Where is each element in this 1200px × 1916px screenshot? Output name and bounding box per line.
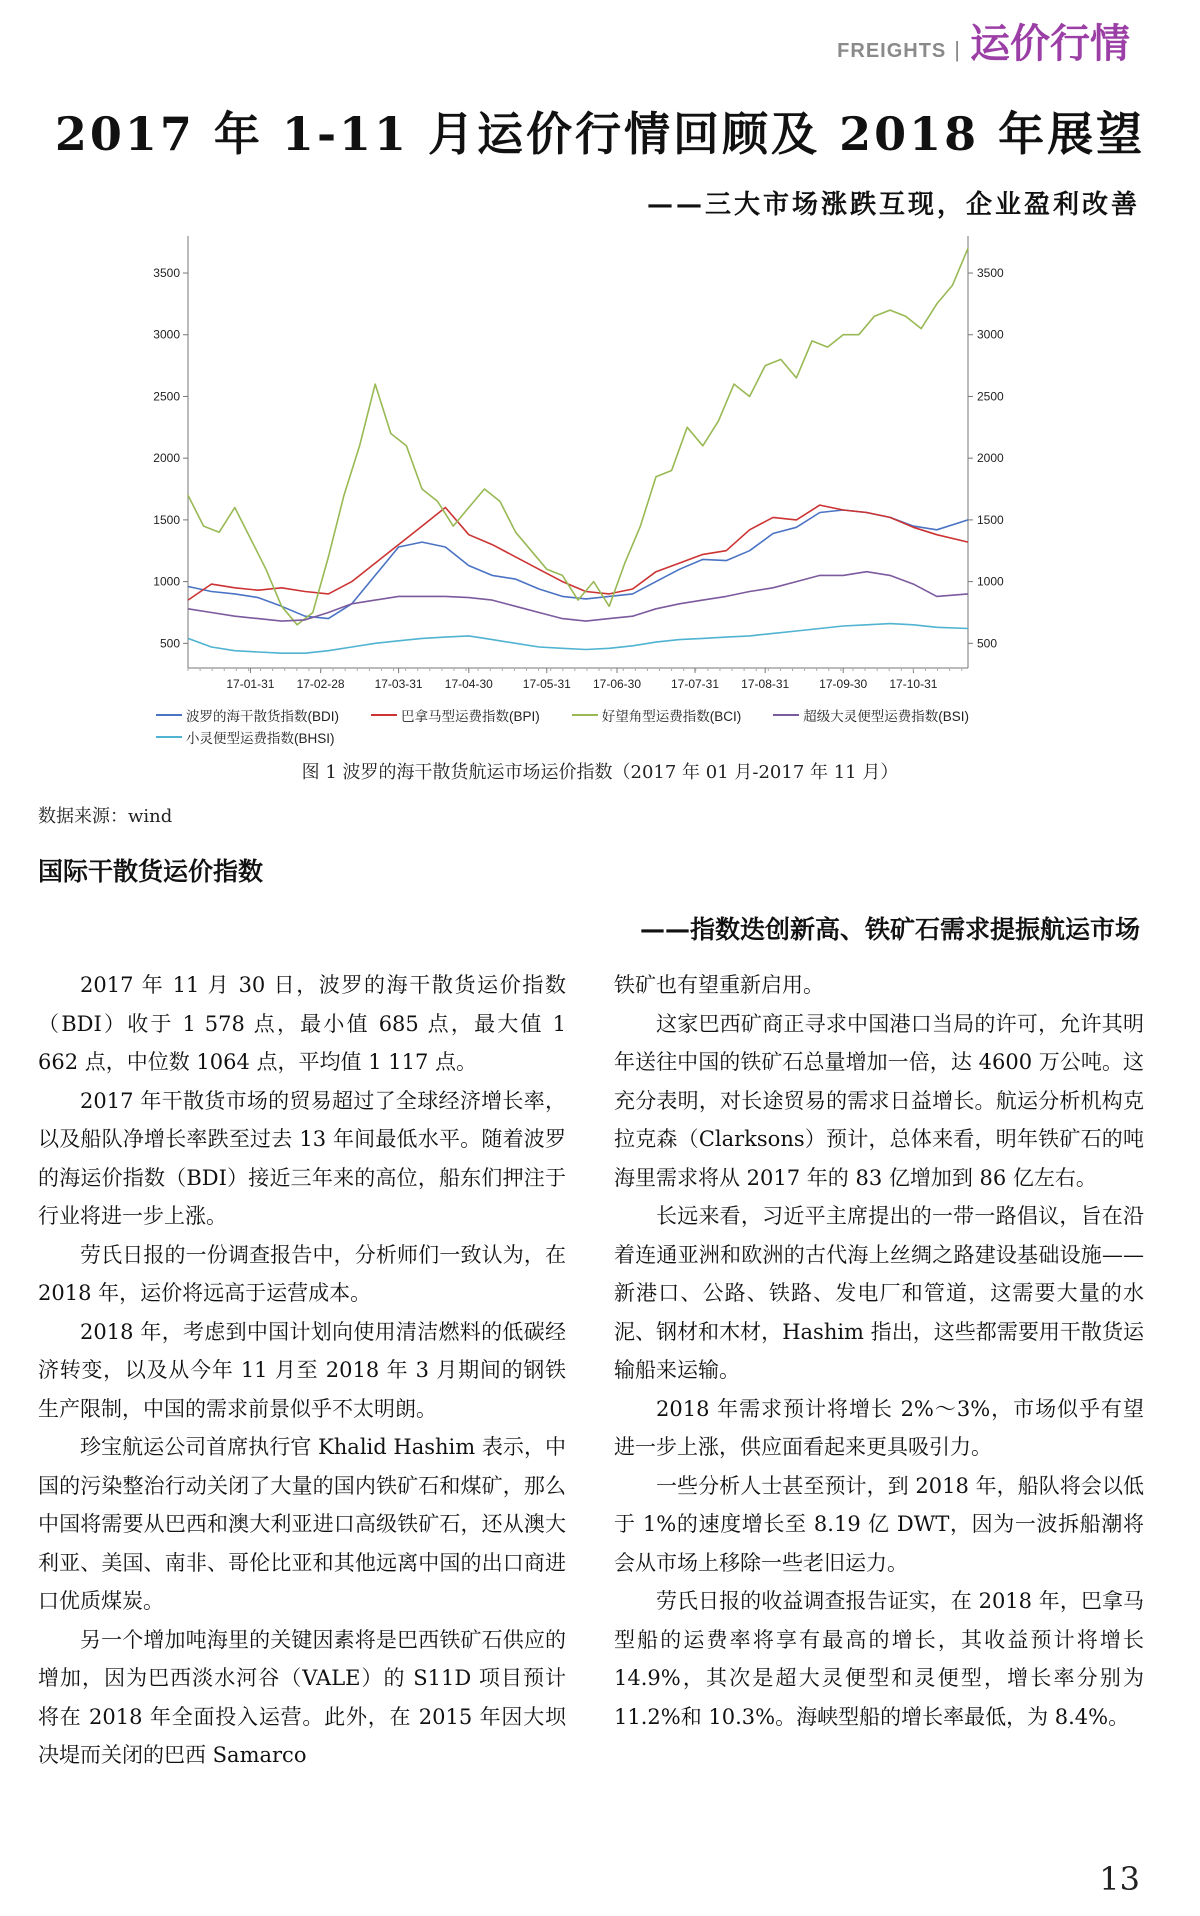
series-line-bdi — [188, 510, 968, 619]
y-tick-label-right: 500 — [977, 636, 998, 651]
legend-row — [156, 726, 1036, 748]
y-tick-label-right: 3000 — [977, 327, 1004, 342]
data-source: 数据来源：wind — [38, 806, 173, 827]
x-tick-label: 17-04-30 — [444, 677, 493, 691]
legend-swatch-icon — [371, 714, 397, 716]
legend-swatch-icon — [156, 714, 182, 716]
legend-swatch-icon — [156, 736, 182, 738]
paragraph: 一些分析人士甚至预计，到 2018 年，船队将会以低于 1%的速度增长至 8.19 亿 DWT，因为一波拆船潮将会从市场上移除一些老旧运力。 — [614, 1473, 1144, 1575]
x-tick-label: 17-02-28 — [296, 677, 345, 691]
right-column — [614, 966, 1144, 1736]
legend-label: 小灵便型运费指数(BHSI) — [186, 731, 335, 746]
article-subtitle: ——三大市场涨跌互现，企业盈利改善 — [646, 190, 1140, 220]
header-tag — [837, 12, 1130, 69]
legend-row — [156, 704, 1036, 726]
x-tick-label: 17-10-31 — [889, 677, 938, 691]
header-separator: | — [954, 37, 960, 62]
y-tick-label-right: 1000 — [977, 574, 1004, 589]
header-tag-en: FREIGHTS — [837, 40, 947, 62]
y-tick-label-right: 2500 — [977, 389, 1004, 404]
paragraph: 2018 年，考虑到中国计划向使用清洁燃料的低碳经济转变，以及从今年 11 月至 2018 年 3 月期间的钢铁生产限制，中国的需求前景似乎不太明朗。 — [38, 1319, 566, 1421]
series-line-bhsi — [188, 624, 968, 654]
bdi-line-chart — [140, 236, 1020, 746]
x-tick-label: 17-07-31 — [670, 677, 720, 691]
paragraph: 劳氏日报的收益调查报告证实，在 2018 年，巴拿马型船的运费率将享有最高的增长，其收益预计将增长 14.9%，其次是超大灵便型和灵便型，增长率分别为 11.2%和 10.3%。海峡型船的增长率最低，为 8.4%。 — [614, 1589, 1144, 1729]
section-subtitle: ——指数迭创新高、铁矿石需求提振航运市场 — [639, 915, 1140, 944]
y-tick-label-left: 3500 — [153, 266, 180, 281]
legend-label: 巴拿马型运费指数(BPI) — [401, 709, 540, 724]
paragraph: 另一个增加吨海里的关键因素将是巴西铁矿石供应的增加，因为巴西淡水河谷（VALE）的 S11D 项目预计将在 2018 年全面投入运营。此外，在 2015 年因大坝决堤而关闭的巴西 Samarco — [38, 1627, 566, 1767]
series-line-bpi — [188, 505, 968, 600]
header-tag-cn: 运价行情 — [970, 21, 1130, 67]
x-tick-label: 17-03-31 — [374, 677, 423, 691]
legend-item — [156, 727, 335, 747]
section-title: 国际干散货运价指数 — [38, 857, 264, 886]
legend-item — [572, 705, 742, 725]
y-tick-label-left: 500 — [159, 636, 180, 651]
x-tick-label: 17-08-31 — [741, 677, 790, 691]
y-tick-label-left: 1000 — [153, 574, 180, 589]
x-tick-label: 17-05-31 — [522, 677, 571, 691]
paragraph: 这家巴西矿商正寻求中国港口当局的许可，允许其明年送往中国的铁矿石总量增加一倍，达 4600 万公吨。这充分表明，对长途贸易的需求日益增长。航运分析机构克拉克森（Clarksons）预计，总体来看，明年铁矿石的吨海里需求将从 2017 年的 83 亿增加到 86 亿左右。 — [614, 1011, 1144, 1190]
left-column — [38, 966, 566, 1775]
x-tick-label: 17-01-31 — [226, 677, 275, 691]
legend-label: 波罗的海干散货指数(BDI) — [186, 709, 339, 724]
chart-legend — [156, 704, 1036, 748]
paragraph: 2017 年 11 月 30 日，波罗的海干散货运价指数（BDI）收于 1 578 点，最小值 685 点，最大值 1 662 点，中位数 1064 点，平均值 1 117 点。 — [38, 973, 566, 1074]
paragraph: 2018 年需求预计将增长 2%～3%，市场似乎有望进一步上涨，供应面看起来更具吸引力。 — [614, 1396, 1144, 1459]
legend-item — [371, 705, 540, 725]
legend-label: 超级大灵便型运费指数(BSI) — [803, 709, 970, 724]
legend-item — [773, 705, 969, 725]
article-title: 2017 年 1-11 月运价行情回顾及 2018 年展望 — [54, 107, 1146, 161]
series-line-bci — [188, 248, 968, 625]
y-tick-label-left: 3000 — [153, 327, 180, 342]
x-tick-label: 17-09-30 — [819, 677, 868, 691]
y-tick-label-right: 2000 — [977, 451, 1004, 466]
series-line-bsi — [188, 572, 968, 621]
figure-caption: 图 1 波罗的海干散货航运市场运价指数（2017 年 01 月-2017 年 11 月） — [301, 762, 899, 783]
legend-label: 好望角型运费指数(BCI) — [601, 709, 742, 724]
legend-swatch-icon — [773, 714, 799, 716]
y-tick-label-left: 2000 — [153, 451, 180, 466]
legend-swatch-icon — [572, 714, 598, 716]
y-tick-label-right: 1500 — [977, 512, 1004, 527]
y-tick-label-right: 3500 — [977, 266, 1004, 281]
legend-item — [156, 705, 339, 725]
y-tick-label-left: 1500 — [153, 512, 180, 527]
paragraph-continuation: 铁矿也有望重新启用。 — [614, 973, 824, 997]
paragraph: 长远来看，习近平主席提出的一带一路倡议，旨在沿着连通亚洲和欧洲的古代海上丝绸之路建设基础设施——新港口、公路、铁路、发电厂和管道，这需要大量的水泥、钢材和木材，Hashim 指出，这些都需要用干散货运输船来运输。 — [614, 1204, 1144, 1382]
paragraph: 珍宝航运公司首席执行官 Khalid Hashim 表示，中国的污染整治行动关闭了大量的国内铁矿石和煤矿，那么中国将需要从巴西和澳大利亚进口高级铁矿石，还从澳大利亚、美国、南非、哥伦比亚和其他远离中国的出口商进口优质煤炭。 — [38, 1435, 566, 1613]
paragraph: 2017 年干散货市场的贸易超过了全球经济增长率，以及船队净增长率跌至过去 13 年间最低水平。随着波罗的海运价指数（BDI）接近三年来的高位，船东们押注于行业将进一步上涨。 — [38, 1088, 566, 1228]
x-tick-label: 17-06-30 — [592, 677, 642, 691]
paragraph: 劳氏日报的一份调查报告中，分析师们一致认为，在 2018 年，运价将远高于运营成本。 — [38, 1242, 566, 1305]
page-number: 13 — [1099, 1860, 1140, 1898]
y-tick-label-left: 2500 — [153, 389, 180, 404]
